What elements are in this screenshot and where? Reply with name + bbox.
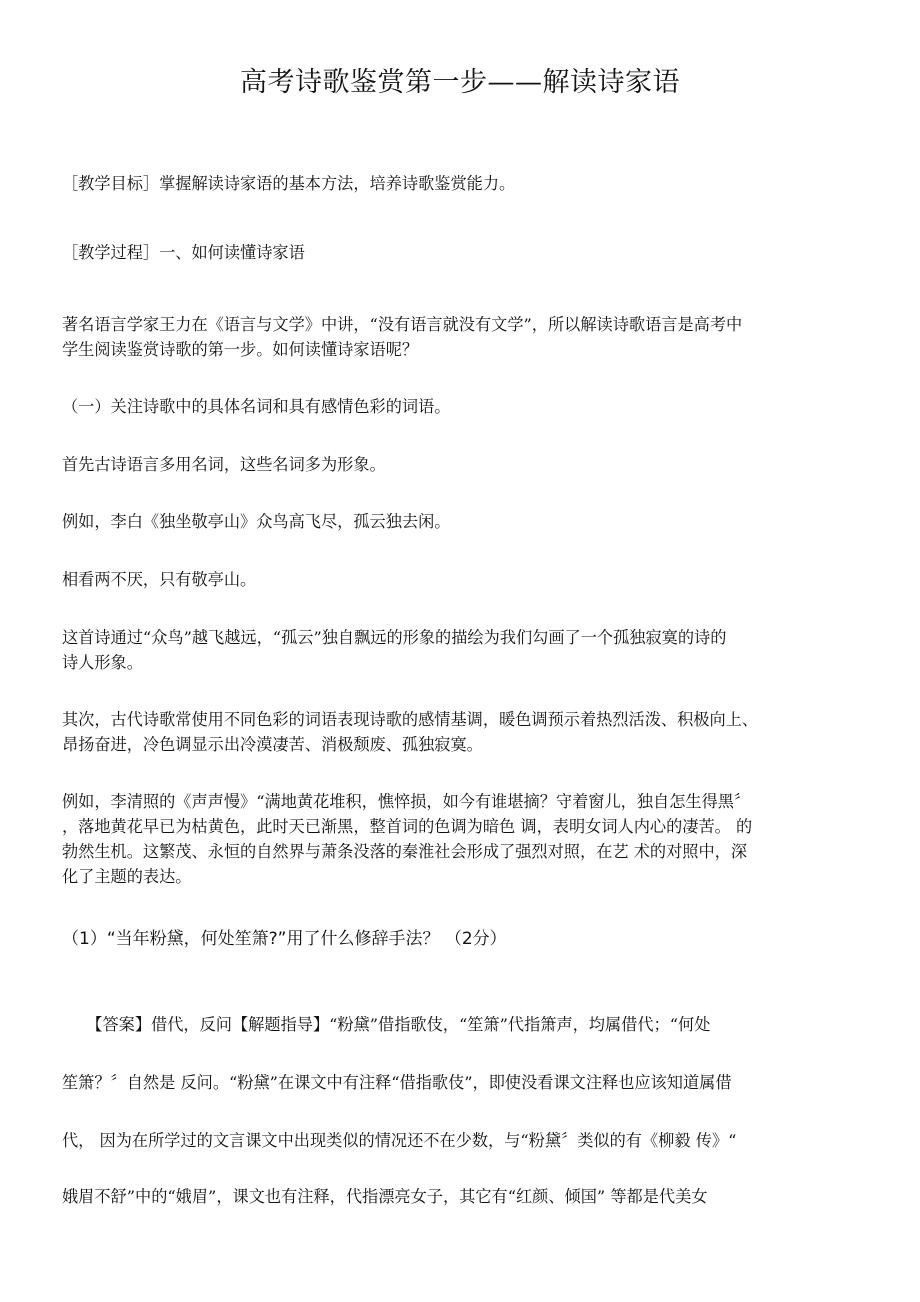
answer-line: 【答案】借代，反问【解题指导】“粉黛”借指歌伎，“笙箫”代指箫声，均属借代；“何处 xyxy=(62,1015,711,1034)
answer-line: 娥眉不舒”中的“娥眉”，课文也有注释，代指漂亮女子，其它有“红颜、倾国” 等都是代美女 xyxy=(62,1187,708,1206)
example-2-paragraph xyxy=(62,789,862,889)
paragraph-first: 首先古诗语言多用名词，这些名词多为形象。 xyxy=(62,455,386,474)
intro-paragraph xyxy=(62,312,862,362)
document-title: 高考诗歌鉴赏第一步——解读诗家语 xyxy=(240,67,680,98)
example-1-line2: 相看两不厌，只有敬亭山。 xyxy=(62,570,257,589)
paragraph-line: 诗人形象。 xyxy=(62,653,143,672)
section-heading-1: （一）关注诗歌中的具体名词和具有感情色彩的词语。 xyxy=(62,397,451,416)
teaching-objective: ［教学目标］掌握解读诗家语的基本方法，培养诗歌鉴赏能力。 xyxy=(62,174,516,193)
paragraph-line: 化了主题的表达。 xyxy=(62,867,192,886)
analysis-paragraph xyxy=(62,625,862,675)
teaching-process: ［教学过程］一、如何读懂诗家语 xyxy=(62,243,305,262)
answer-line: 笙箫？〞自然是 反问。“粉黛”在课文中有注释“借指歌伎”，即使没看课文注释也应该知道属借 xyxy=(62,1073,732,1092)
answer-line: 代， 因为在所学过的文言课文中出现类似的情况还不在少数，与“粉黛〞类似的有《柳毅 传》“ xyxy=(62,1131,737,1150)
example-1: 例如，李白《独坐敬亭山》众鸟高飞尽，孤云独去闲。 xyxy=(62,512,451,531)
paragraph-line: 这首诗通过“众鸟”越飞越远，“孤云”独自飘远的形象的描绘为我们勾画了一个孤独寂寞的诗的 xyxy=(62,628,727,647)
paragraph-line: 学生阅读鉴赏诗歌的第一步。如何读懂诗家语呢？ xyxy=(62,340,419,359)
paragraph-line: 其次，古代诗歌常使用不同色彩的词语表现诗歌的感情基调，暖色调预示着热烈活泼、积极向上、 xyxy=(62,710,759,729)
paragraph-line: 例如，李清照的《声声慢》“满地黄花堆积，憔悴损，如今有谁堪摘？守着窗儿，独自怎生得黑〞 xyxy=(62,792,751,811)
paragraph-line: ，落地黄花早已为枯黄色，此时天已渐黑，整首词的色调为暗色 调，表明女词人内心的凄苦。 的 xyxy=(62,817,753,836)
question-1: （1）“当年粉黛，何处笙箫?”用了什么修辞手法？ （2分） xyxy=(62,929,507,949)
paragraph-line: 勃然生机。这繁茂、永恒的自然界与萧条没落的秦淮社会形成了强烈对照，在艺 术的对照中，深 xyxy=(62,842,748,861)
paragraph-line: 昂扬奋进，冷色调显示出冷漠凄苦、消极颓废、孤独寂寞。 xyxy=(62,735,483,754)
second-paragraph xyxy=(62,707,862,757)
paragraph-line: 著名语言学家王力在《语言与文学》中讲，“没有语言就没有文学”，所以解读诗歌语言是高考中 xyxy=(62,315,743,334)
